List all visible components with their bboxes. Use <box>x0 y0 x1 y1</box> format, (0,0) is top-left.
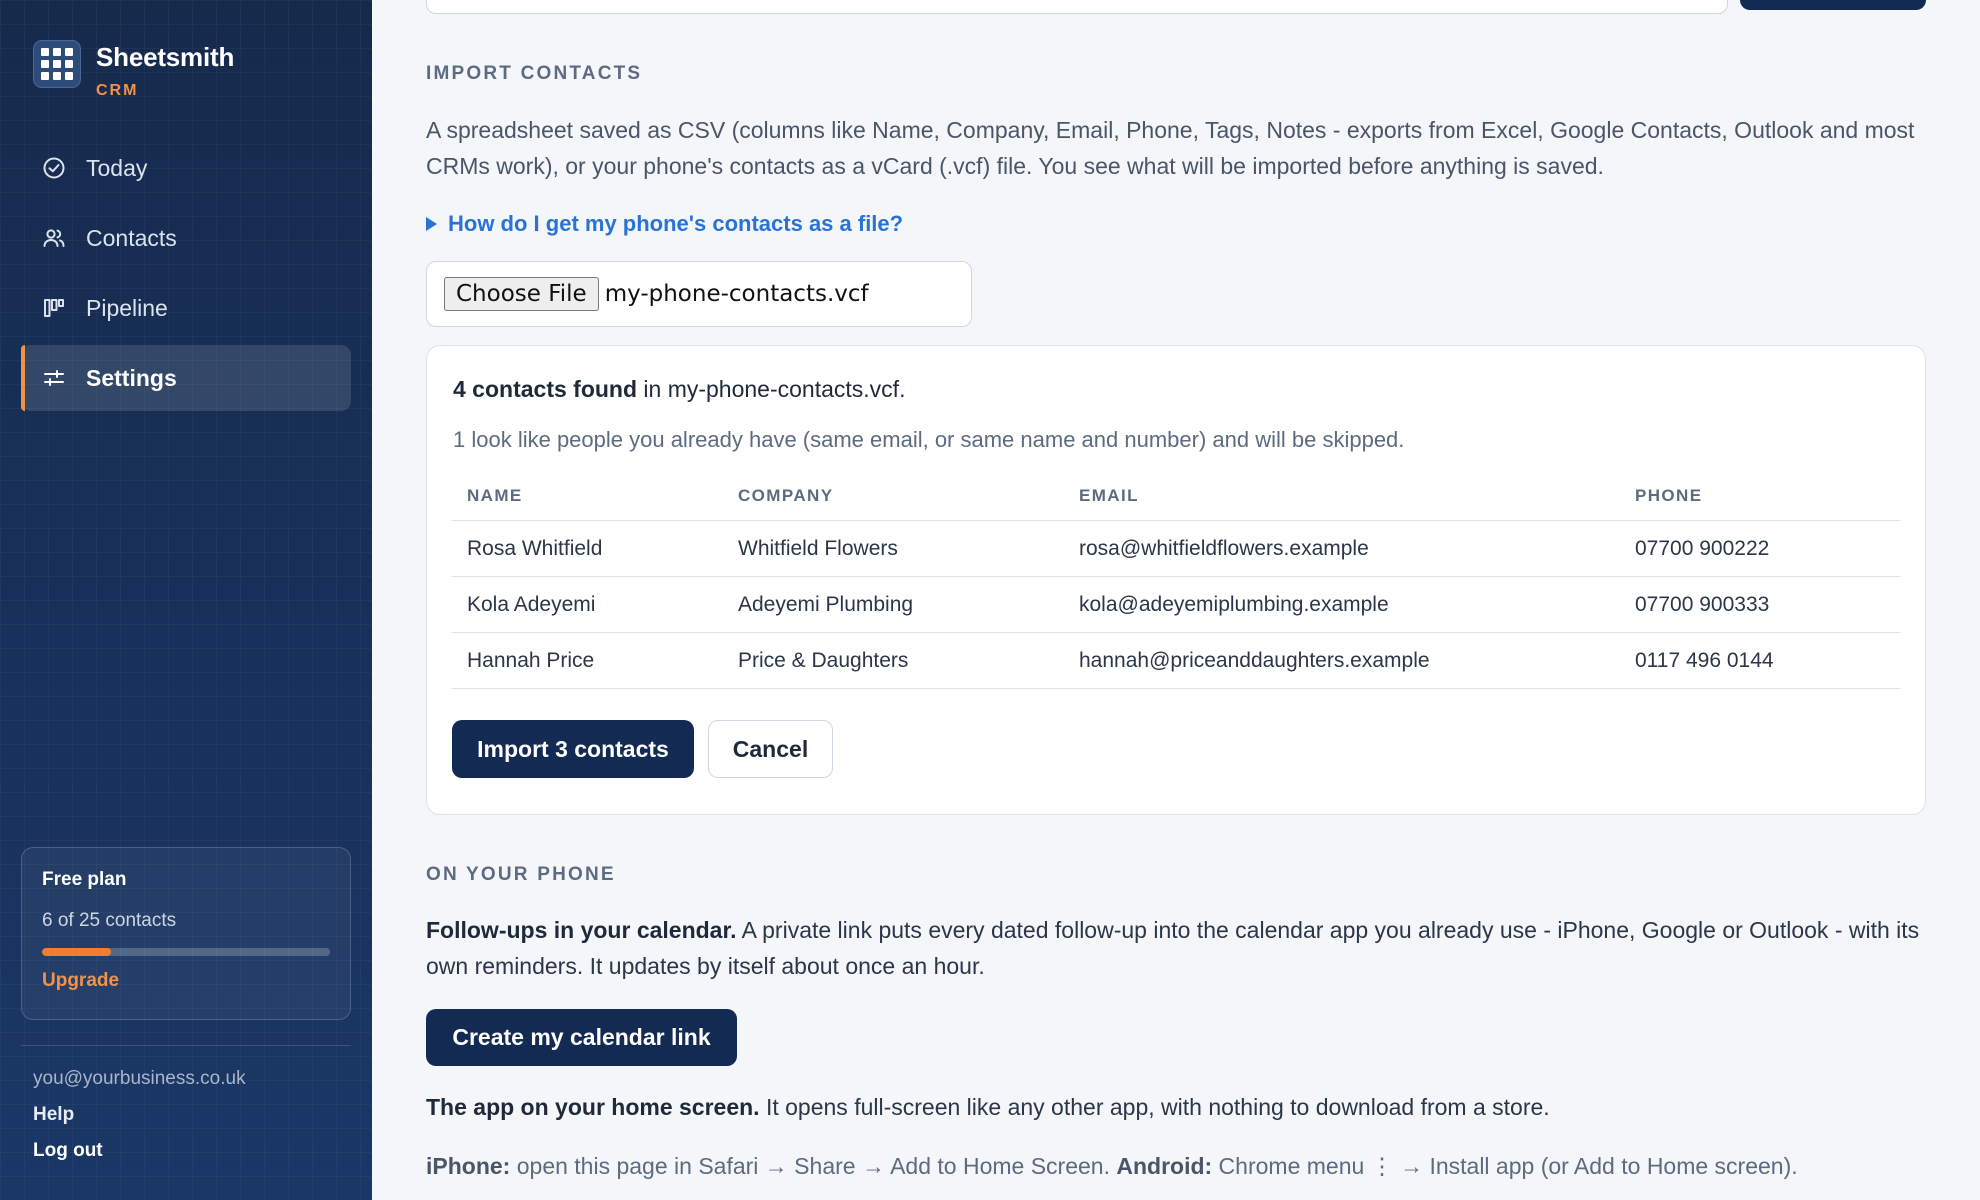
cell-company: Price & Daughters <box>738 648 909 672</box>
brand-sub: CRM <box>96 82 139 99</box>
cell-name: Kola Adeyemi <box>467 592 596 616</box>
choose-file-button[interactable]: Choose File <box>444 277 599 311</box>
import-description: A spreadsheet saved as CSV (columns like Name, Company, Email, Phone, Tags, Notes - exports from Excel, Google Contacts, Outlook and most CRMs work), or your phone's contacts as a vCard (.vcf) file. You see what will be imported before anything is saved. <box>426 117 1915 179</box>
table-row <box>452 521 1900 577</box>
sidebar-item-pipeline[interactable] <box>21 275 351 341</box>
import-preview-card <box>426 345 1926 815</box>
cell-name: Rosa Whitfield <box>467 536 603 560</box>
sidebar-item-contacts[interactable] <box>21 205 351 271</box>
brand[interactable] <box>33 40 234 100</box>
disclosure-triangle-icon <box>426 217 437 231</box>
install-instructions <box>426 1148 1966 1184</box>
import-preview-table <box>452 471 1900 689</box>
file-input <box>426 261 972 327</box>
cell-name: Hannah Price <box>467 648 595 672</box>
cell-email: kola@adeyemiplumbing.example <box>1079 592 1389 616</box>
sidebar-item-label: Pipeline <box>86 294 168 321</box>
upgrade-link[interactable]: Upgrade <box>42 970 120 991</box>
account-footer <box>33 1068 246 1162</box>
cell-phone: 07700 900222 <box>1635 536 1770 560</box>
android-steps: Chrome menu ⋮ → Install app (or Add to Home screen). <box>1212 1153 1798 1179</box>
column-header-phone: PHONE <box>1635 485 1703 505</box>
sidebar-item-label: Contacts <box>86 224 177 251</box>
sidebar-item-settings[interactable] <box>21 345 351 411</box>
home-screen-title: The app on your home screen. <box>426 1094 760 1120</box>
create-calendar-link-button[interactable]: Create my calendar link <box>426 1009 737 1066</box>
vcard-help-disclosure[interactable] <box>426 211 903 237</box>
cell-company: Adeyemi Plumbing <box>738 592 914 616</box>
table-row <box>452 633 1900 689</box>
grid-logo-icon <box>33 40 81 88</box>
kanban-icon <box>41 295 67 321</box>
account-email: you@yourbusiness.co.uk <box>33 1068 246 1089</box>
cancel-import-button[interactable]: Cancel <box>708 720 833 778</box>
brand-name: Sheetsmith <box>96 42 235 72</box>
contacts-found-summary <box>453 376 905 403</box>
calendar-description <box>426 912 1926 984</box>
column-header-email: EMAIL <box>1079 485 1139 505</box>
cell-phone: 0117 496 0144 <box>1635 648 1774 672</box>
plan-card <box>21 847 351 1020</box>
calendar-text: A private link puts every dated follow-up into the calendar app you already use - iPhone, Google or Outlook - with its own reminders. It updates by itself about once an hour. <box>426 917 1920 979</box>
iphone-label: iPhone: <box>426 1153 511 1179</box>
users-icon <box>41 225 67 251</box>
sliders-icon <box>41 365 67 391</box>
plan-usage-fill <box>42 948 111 956</box>
contacts-found-file: in my-phone-contacts.vcf. <box>637 376 906 402</box>
sidebar <box>0 0 372 1200</box>
home-screen-description <box>426 1089 1926 1125</box>
previous-section-button[interactable] <box>1740 0 1926 10</box>
calendar-title: Follow-ups in your calendar. <box>426 917 737 943</box>
iphone-steps: open this page in Safari → Share → Add to Home Screen. <box>510 1153 1117 1179</box>
sidebar-divider <box>21 1045 351 1046</box>
on-your-phone-heading: ON YOUR PHONE <box>426 864 616 885</box>
table-row <box>452 577 1900 633</box>
import-contacts-button[interactable]: Import 3 contacts <box>452 720 694 778</box>
plan-usage-bar <box>42 948 330 956</box>
vcard-help-link-label: How do I get my phone's contacts as a file? <box>448 211 904 236</box>
cell-company: Whitfield Flowers <box>738 536 898 560</box>
settings-main <box>426 0 1926 1200</box>
cell-email: rosa@whitfieldflowers.example <box>1079 536 1369 560</box>
column-header-company: COMPANY <box>738 485 834 505</box>
column-header-name: NAME <box>467 485 523 505</box>
sidebar-item-label: Settings <box>86 364 177 391</box>
sidebar-nav <box>21 135 351 415</box>
duplicates-note: 1 look like people you already have (same email, or same name and number) and will be skipped. <box>453 427 1405 452</box>
import-contacts-heading: IMPORT CONTACTS <box>426 63 643 84</box>
selected-file-name: my-phone-contacts.vcf <box>604 281 869 307</box>
previous-input-field[interactable] <box>426 0 1728 14</box>
sidebar-item-label: Today <box>86 154 148 181</box>
cell-phone: 07700 900333 <box>1635 592 1770 616</box>
check-circle-icon <box>41 155 67 181</box>
logout-link[interactable]: Log out <box>33 1140 103 1161</box>
sidebar-item-today[interactable] <box>21 135 351 201</box>
android-label: Android: <box>1116 1153 1213 1179</box>
home-screen-text: It opens full-screen like any other app, with nothing to download from a store. <box>759 1094 1550 1120</box>
help-link[interactable]: Help <box>33 1104 75 1125</box>
table-header-row <box>452 471 1900 521</box>
plan-count: 6 of 25 contacts <box>42 910 177 931</box>
cell-email: hannah@priceanddaughters.example <box>1079 648 1430 672</box>
contacts-found-count: 4 contacts found <box>453 376 638 402</box>
plan-title: Free plan <box>42 869 127 890</box>
